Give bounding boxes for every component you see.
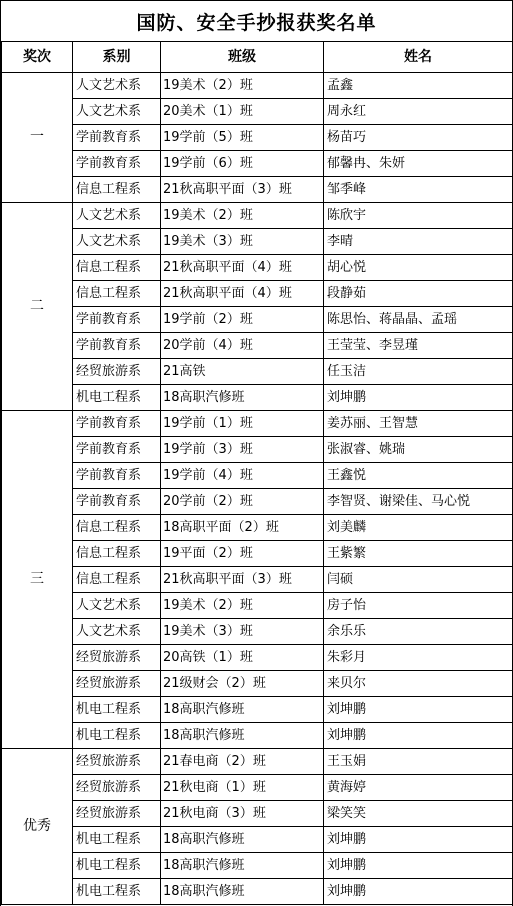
student-name-cell: 王紫繁 — [324, 541, 513, 567]
table-row — [2, 385, 513, 411]
student-name-cell: 李晴 — [324, 229, 513, 255]
student-name-cell: 朱彩月 — [324, 645, 513, 671]
table-row — [2, 229, 513, 255]
class-cell: 21级财会（2）班 — [161, 671, 324, 697]
table-row — [2, 177, 513, 203]
class-cell: 20美术（1）班 — [161, 99, 324, 125]
class-cell: 20学前（2）班 — [161, 489, 324, 515]
class-cell: 19美术（2）班 — [161, 593, 324, 619]
table-row — [2, 541, 513, 567]
class-cell: 21春电商（2）班 — [161, 749, 324, 775]
department-cell: 信息工程系 — [73, 281, 161, 307]
department-cell: 人文艺术系 — [73, 73, 161, 99]
department-cell: 学前教育系 — [73, 151, 161, 177]
award-table — [1, 41, 513, 905]
table-row — [2, 255, 513, 281]
table-row — [2, 73, 513, 99]
class-cell: 19美术（3）班 — [161, 619, 324, 645]
award-rank-cell: 优秀 — [2, 749, 73, 905]
class-cell: 18高职平面（2）班 — [161, 515, 324, 541]
award-table-body — [2, 73, 513, 905]
page-title: 国防、安全手抄报获奖名单 — [1, 1, 512, 42]
table-row — [2, 645, 513, 671]
award-rank-cell: 二 — [2, 203, 73, 411]
department-cell: 信息工程系 — [73, 177, 161, 203]
table-row — [2, 827, 513, 853]
department-cell: 机电工程系 — [73, 879, 161, 905]
department-cell: 机电工程系 — [73, 853, 161, 879]
table-row — [2, 203, 513, 229]
department-cell: 人文艺术系 — [73, 99, 161, 125]
class-cell: 18高职汽修班 — [161, 385, 324, 411]
department-cell: 信息工程系 — [73, 515, 161, 541]
department-cell: 学前教育系 — [73, 333, 161, 359]
department-cell: 学前教育系 — [73, 411, 161, 437]
department-cell: 经贸旅游系 — [73, 645, 161, 671]
student-name-cell: 刘美麟 — [324, 515, 513, 541]
department-cell: 经贸旅游系 — [73, 359, 161, 385]
student-name-cell: 王莹莹、李昱瑾 — [324, 333, 513, 359]
table-row — [2, 801, 513, 827]
class-cell: 20高铁（1）班 — [161, 645, 324, 671]
table-row — [2, 619, 513, 645]
student-name-cell: 刘坤鹏 — [324, 697, 513, 723]
table-row — [2, 853, 513, 879]
department-cell: 经贸旅游系 — [73, 671, 161, 697]
class-cell: 19平面（2）班 — [161, 541, 324, 567]
student-name-cell: 余乐乐 — [324, 619, 513, 645]
table-row — [2, 437, 513, 463]
class-cell: 19学前（1）班 — [161, 411, 324, 437]
department-cell: 学前教育系 — [73, 463, 161, 489]
student-name-cell: 梁笑笑 — [324, 801, 513, 827]
table-row — [2, 879, 513, 905]
department-cell: 学前教育系 — [73, 437, 161, 463]
department-cell: 学前教育系 — [73, 489, 161, 515]
student-name-cell: 刘坤鹏 — [324, 385, 513, 411]
department-cell: 学前教育系 — [73, 307, 161, 333]
student-name-cell: 胡心悦 — [324, 255, 513, 281]
class-cell: 21秋高职平面（3）班 — [161, 567, 324, 593]
table-row — [2, 307, 513, 333]
table-row — [2, 515, 513, 541]
department-cell: 经贸旅游系 — [73, 775, 161, 801]
department-cell: 机电工程系 — [73, 385, 161, 411]
student-name-cell: 刘坤鹏 — [324, 827, 513, 853]
department-cell: 人文艺术系 — [73, 229, 161, 255]
table-row — [2, 463, 513, 489]
class-cell: 19学前（2）班 — [161, 307, 324, 333]
student-name-cell: 姜苏丽、王智慧 — [324, 411, 513, 437]
class-cell: 19学前（6）班 — [161, 151, 324, 177]
student-name-cell: 段静茹 — [324, 281, 513, 307]
department-cell: 信息工程系 — [73, 255, 161, 281]
student-name-cell: 邹季峰 — [324, 177, 513, 203]
department-cell: 学前教育系 — [73, 125, 161, 151]
student-name-cell: 李智贤、谢梁佳、马心悦 — [324, 489, 513, 515]
department-cell: 机电工程系 — [73, 827, 161, 853]
department-cell: 人文艺术系 — [73, 203, 161, 229]
header-dept: 系别 — [73, 42, 161, 73]
table-row — [2, 99, 513, 125]
department-cell: 经贸旅游系 — [73, 801, 161, 827]
department-cell: 经贸旅游系 — [73, 749, 161, 775]
student-name-cell: 张淑睿、姚瑞 — [324, 437, 513, 463]
student-name-cell: 孟鑫 — [324, 73, 513, 99]
student-name-cell: 刘坤鹏 — [324, 879, 513, 905]
class-cell: 18高职汽修班 — [161, 723, 324, 749]
class-cell: 21高铁 — [161, 359, 324, 385]
table-row — [2, 671, 513, 697]
class-cell: 19学前（5）班 — [161, 125, 324, 151]
class-cell: 18高职汽修班 — [161, 879, 324, 905]
student-name-cell: 周永红 — [324, 99, 513, 125]
department-cell: 机电工程系 — [73, 723, 161, 749]
class-cell: 19美术（2）班 — [161, 203, 324, 229]
class-cell: 21秋高职平面（4）班 — [161, 255, 324, 281]
student-name-cell: 闫硕 — [324, 567, 513, 593]
department-cell: 机电工程系 — [73, 697, 161, 723]
class-cell: 19美术（2）班 — [161, 73, 324, 99]
class-cell: 18高职汽修班 — [161, 853, 324, 879]
student-name-cell: 王鑫悦 — [324, 463, 513, 489]
department-cell: 信息工程系 — [73, 541, 161, 567]
student-name-cell: 王玉娟 — [324, 749, 513, 775]
table-row — [2, 593, 513, 619]
header-name: 姓名 — [324, 42, 513, 73]
class-cell: 21秋高职平面（4）班 — [161, 281, 324, 307]
award-rank-cell: 三 — [2, 411, 73, 749]
student-name-cell: 刘坤鹏 — [324, 723, 513, 749]
student-name-cell: 杨苗巧 — [324, 125, 513, 151]
student-name-cell: 来贝尔 — [324, 671, 513, 697]
table-row — [2, 281, 513, 307]
student-name-cell: 刘坤鹏 — [324, 853, 513, 879]
table-row — [2, 359, 513, 385]
table-row — [2, 489, 513, 515]
table-row — [2, 749, 513, 775]
student-name-cell: 任玉洁 — [324, 359, 513, 385]
header-class: 班级 — [161, 42, 324, 73]
student-name-cell: 郁馨冉、朱妍 — [324, 151, 513, 177]
class-cell: 21秋高职平面（3）班 — [161, 177, 324, 203]
table-row — [2, 723, 513, 749]
table-row — [2, 775, 513, 801]
student-name-cell: 陈欣宇 — [324, 203, 513, 229]
award-rank-cell: 一 — [2, 73, 73, 203]
table-row — [2, 411, 513, 437]
header-rank: 奖次 — [2, 42, 73, 73]
class-cell: 18高职汽修班 — [161, 697, 324, 723]
header-row — [2, 42, 513, 73]
department-cell: 信息工程系 — [73, 567, 161, 593]
department-cell: 人文艺术系 — [73, 619, 161, 645]
class-cell: 18高职汽修班 — [161, 827, 324, 853]
student-name-cell: 黄海婷 — [324, 775, 513, 801]
class-cell: 21秋电商（1）班 — [161, 775, 324, 801]
class-cell: 19美术（3）班 — [161, 229, 324, 255]
table-row — [2, 125, 513, 151]
table-row — [2, 333, 513, 359]
class-cell: 19学前（3）班 — [161, 437, 324, 463]
class-cell: 19学前（4）班 — [161, 463, 324, 489]
table-row — [2, 567, 513, 593]
class-cell: 20学前（4）班 — [161, 333, 324, 359]
student-name-cell: 陈思怡、蒋晶晶、孟瑶 — [324, 307, 513, 333]
table-row — [2, 697, 513, 723]
student-name-cell: 房子怡 — [324, 593, 513, 619]
department-cell: 人文艺术系 — [73, 593, 161, 619]
table-row — [2, 151, 513, 177]
class-cell: 21秋电商（3）班 — [161, 801, 324, 827]
